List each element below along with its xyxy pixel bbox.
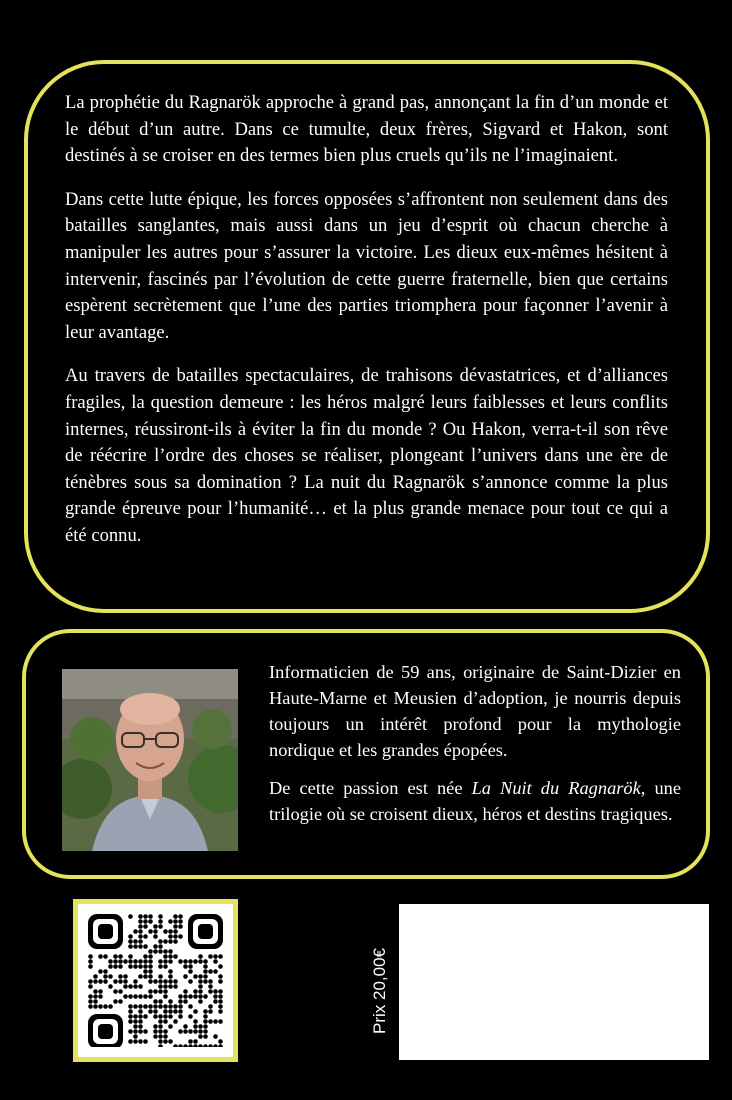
price-label: Prix 20,00€ bbox=[370, 948, 389, 1034]
synopsis-paragraph-1: La prophétie du Ragnarök approche à grand pas, annonçant la fin d’un monde et le début d’un autre. Dans ce tumulte, deux frères, Sigvard et Hakon, sont destinés à se croiser en des termes bien plus cruels qu’ils ne l’imaginaient. bbox=[65, 92, 668, 167]
author-bio-paragraph-1: Informaticien de 59 ans, originaire de Saint-Dizier en Haute-Marne et Meusien d’adoption, je nourris depuis toujours un intérêt profond pour la mythologie nordique et les grandes épopées. bbox=[269, 662, 681, 760]
author-bio-paragraph-2 bbox=[269, 775, 681, 827]
barcode-area bbox=[399, 904, 709, 1060]
author-photo bbox=[62, 669, 238, 851]
book-title: La Nuit du Ragnarök bbox=[471, 778, 641, 798]
synopsis-paragraph-3: Au travers de batailles spectaculaires, de trahisons dévastatrices, et d’alliances fragiles, la question demeure : les héros malgré leurs faiblesses et leurs conflits internes, réussiront-ils à éviter la fin du monde ? Ou Hakon, verra-t-il son rêve de réécrire l’ordre des choses se réaliser, plongeant l’univers dans une ère de ténèbres sous sa domination ? La nuit du Ragnarök s’annonce comme la plus grande épreuve pour l’humanité… et la plus grande menace pour tout ce qui a été connu. bbox=[65, 365, 668, 546]
qr-code-graphic bbox=[88, 914, 223, 1047]
author-bio bbox=[269, 659, 681, 839]
bio-text-after: , une trilogie où se croisent dieux, héros et destins tragiques. bbox=[269, 778, 681, 824]
qr-code bbox=[73, 899, 238, 1062]
author-panel bbox=[22, 629, 710, 879]
synopsis-panel bbox=[24, 60, 710, 613]
synopsis-paragraph-2: Dans cette lutte épique, les forces opposées s’affrontent non seulement dans des batailles sanglantes, mais aussi dans un jeu d’esprit où chacun cherche à manipuler les autres pour s’assurer la victoire. Les dieux eux-mêmes hésitent à intervenir, fascinés par l’évolution de cette guerre fraternelle, bien que certains espèrent secrètement que l’une des parties triomphera pour façonner l’avenir à leur avantage. bbox=[65, 188, 668, 343]
bio-text-before: De cette passion est née bbox=[269, 778, 472, 798]
